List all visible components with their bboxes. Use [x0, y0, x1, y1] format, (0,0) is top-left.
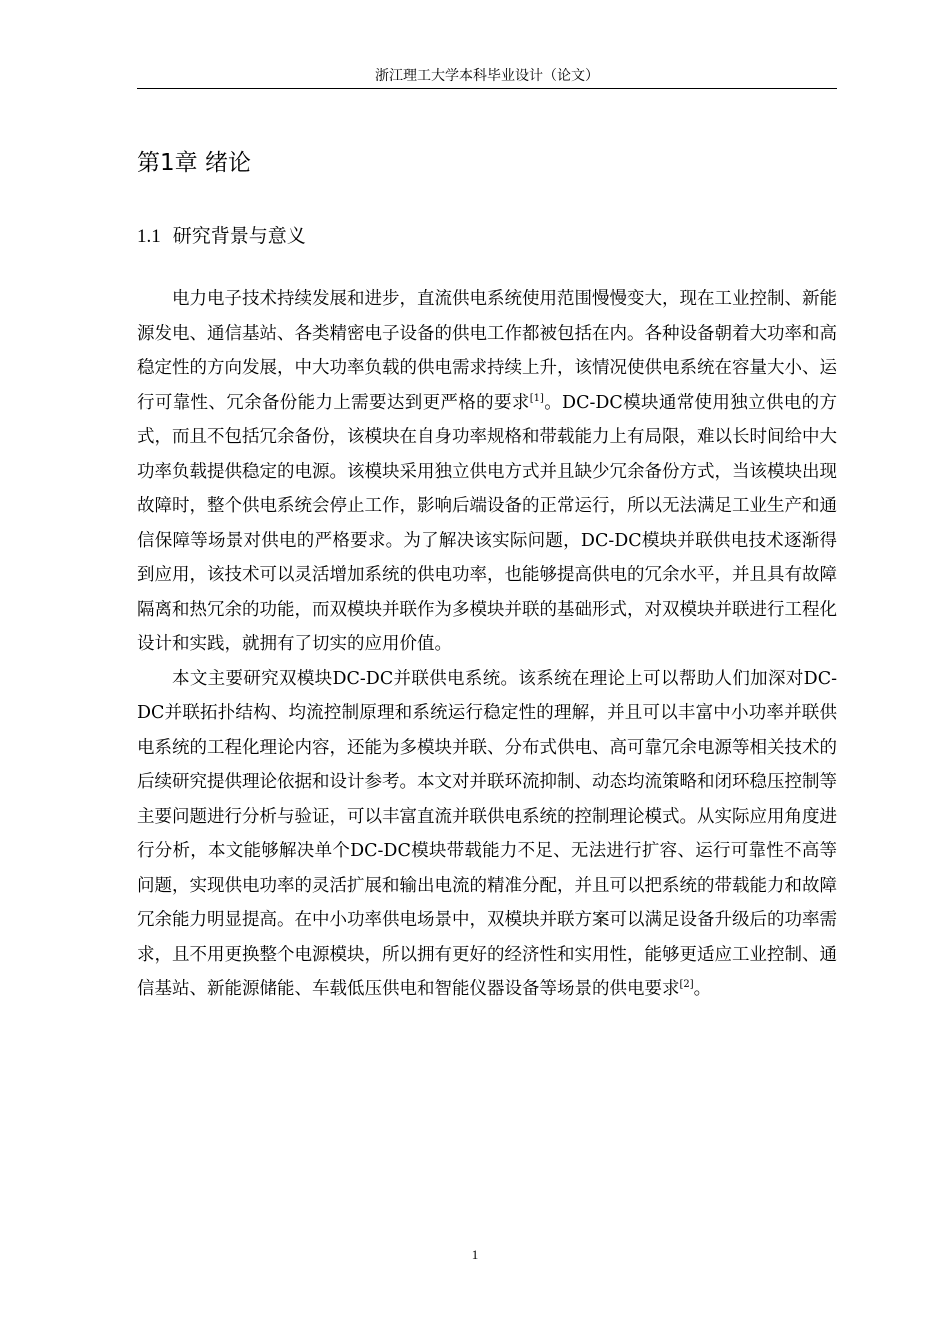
- paragraph-text: 。DC-DC模块通常使用独立供电的方式，而且不包括冗余备份，该模块在自身功率规格和带载能力上有局限，难以长时间给中大功率负载提供稳定的电源。该模块采用独立供电方式并且缺少冗余备份方式，当该模块出现故障时，整个供电系统会停止工作，影响后端设备的正常运行，所以无法满足工业生产和通信保障等场景对供电的严格要求。为了解决该实际问题，DC-DC模块并联供电技术逐渐得到应用，该技术可以灵活增加系统的供电功率，也能够提高供电的冗余水平，并且具有故障隔离和热冗余的功能，而双模块并联作为多模块并联的基础形式，对双模块并联进行工程化设计和实践，就拥有了切实的应用价值。: [137, 392, 837, 654]
- section-title-text: 研究背景与意义: [172, 225, 306, 247]
- page-header: 浙江理工大学本科毕业设计（论文）: [375, 68, 599, 84]
- citation-ref: [1]: [529, 392, 544, 404]
- paragraph-text: 电力电子技术持续发展和进步，直流供电系统使用范围慢慢变大，现在工业控制、新能源发电、通信基站、各类精密电子设备的供电工作都被包括在内。各种设备朝着大功率和高稳定性的方向发展，中大功率负载的供电需求持续上升，该情况使供电系统在容量大小、运行可靠性、冗余备份能力上需要达到更严格的要求: [137, 289, 837, 413]
- citation-ref: [2]: [679, 979, 694, 991]
- section-number: 1.1: [137, 226, 161, 247]
- header-rule: [137, 88, 837, 89]
- paragraph-text: 本文主要研究双模块DC-DC并联供电系统。该系统在理论上可以帮助人们加深对DC-DC并联拓扑结构、均流控制原理和系统运行稳定性的理解，并且可以丰富中小功率并联供电系统的工程化理论内容，还能为多模块并联、分布式供电、高可靠冗余电源等相关技术的后续研究提供理论依据和设计参考。本文对并联环流抑制、动态均流策略和闭环稳压控制等主要问题进行分析与验证，可以丰富直流并联供电系统的控制理论模式。从实际应用角度进行分析，本文能够解决单个DC-DC模块带载能力不足、无法进行扩容、运行可靠性不高等问题，实现供电功率的灵活扩展和输出电流的精准分配，并且可以把系统的带载能力和故障冗余能力明显提高。在中小功率供电场景中，双模块并联方案可以满足设备升级后的功率需求，且不用更换整个电源模块，所以拥有更好的经济性和实用性，能够更适应工业控制、通信基站、新能源储能、车载低压供电和智能仪器设备等场景的供电要求: [137, 668, 837, 999]
- chapter-title: 第1章 绪论: [137, 150, 251, 176]
- body-text: [137, 282, 837, 1007]
- paragraph: [137, 282, 837, 662]
- section-title: [137, 222, 306, 251]
- page-number: 1: [471, 1247, 479, 1262]
- paragraph-text: 。: [693, 979, 712, 999]
- paragraph: [137, 662, 837, 1007]
